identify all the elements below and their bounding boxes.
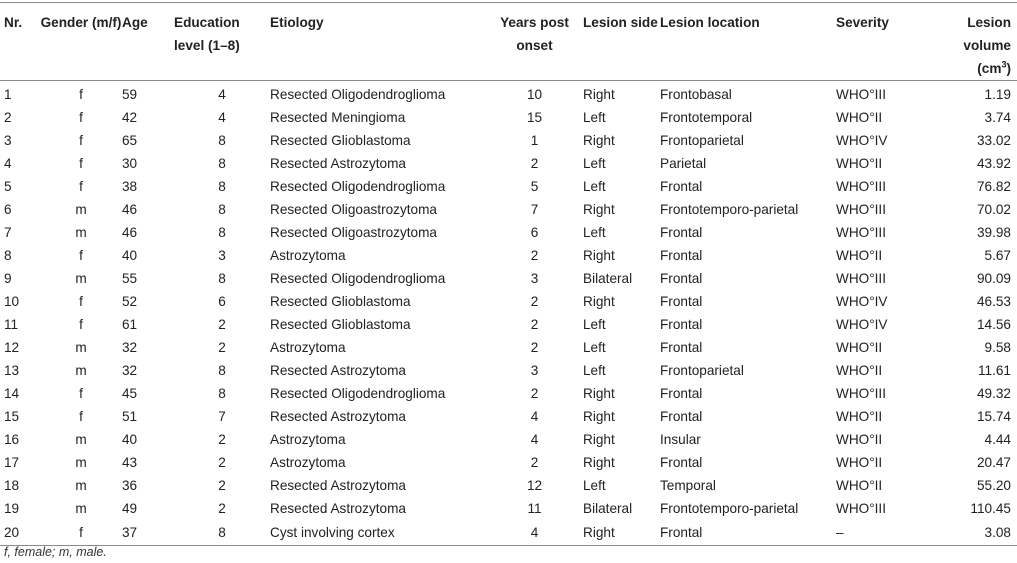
cell-gender: f xyxy=(79,248,83,263)
cell-etiology: Resected Astrozytoma xyxy=(270,409,406,424)
cell-severity: WHO°IV xyxy=(836,133,888,148)
cell-volume: 46.53 xyxy=(976,294,1011,309)
cell-years: 12 xyxy=(526,478,543,493)
cell-nr: 9 xyxy=(4,271,12,286)
table-row xyxy=(0,313,1017,336)
table-row xyxy=(0,474,1017,497)
cell-education: 8 xyxy=(218,271,226,286)
cell-years: 4 xyxy=(530,432,539,447)
cell-age: 32 xyxy=(122,363,138,378)
cell-location: Frontotemporo-parietal xyxy=(660,202,799,217)
cell-gender: f xyxy=(79,317,83,332)
cell-side: Right xyxy=(583,520,660,546)
cell-side: Right xyxy=(583,133,615,148)
cell-nr: 8 xyxy=(4,248,12,263)
header-volume xyxy=(930,3,1017,81)
table-row xyxy=(0,497,1017,520)
header-gender: Gender (m/f) xyxy=(40,3,122,81)
cell-gender: m xyxy=(75,501,87,516)
cell-volume: 110.45 xyxy=(970,501,1011,516)
cell-gender: f xyxy=(79,179,83,194)
cell-education: 8 xyxy=(218,363,226,378)
cell-severity: WHO°IV xyxy=(836,317,888,332)
cell-nr: 5 xyxy=(4,179,12,194)
cell-years: 11 xyxy=(527,501,542,516)
cell-severity: WHO°III xyxy=(836,271,886,286)
cell-nr: 13 xyxy=(4,363,20,378)
cell-etiology: Resected Oligoastrozytoma xyxy=(270,225,437,240)
cell-etiology: Resected Astrozytoma xyxy=(270,478,406,493)
cell-age: 55 xyxy=(122,271,138,286)
table-row xyxy=(0,405,1017,428)
cell-volume: 14.56 xyxy=(976,317,1011,332)
cell-volume: 70.02 xyxy=(976,202,1011,217)
cell-age: 51 xyxy=(122,409,138,424)
header-years: Years post onset xyxy=(486,3,583,81)
cell-nr: 17 xyxy=(4,455,20,470)
cell-age: 65 xyxy=(122,133,138,148)
cell-etiology: Cyst involving cortex xyxy=(270,520,486,546)
table-row xyxy=(0,290,1017,313)
cell-education: 8 xyxy=(218,133,226,148)
cell-education: 2 xyxy=(218,317,226,332)
header-nr: Nr. xyxy=(0,3,40,81)
cell-side: Left xyxy=(583,225,606,240)
cell-years: 3 xyxy=(530,363,539,378)
table-row xyxy=(0,244,1017,267)
cell-years: 2 xyxy=(530,156,539,171)
cell-nr: 7 xyxy=(4,225,12,240)
table-row xyxy=(0,106,1017,129)
cell-severity: WHO°II xyxy=(836,455,883,470)
cell-education: 8 xyxy=(218,179,226,194)
table-row xyxy=(0,451,1017,474)
cell-severity: WHO°II xyxy=(836,248,883,263)
cell-education: 8 xyxy=(218,202,226,217)
header-volume-close: ) xyxy=(1006,61,1011,76)
table-row xyxy=(0,129,1017,152)
cell-severity: WHO°II xyxy=(836,478,883,493)
cell-age: 37 xyxy=(122,520,174,546)
cell-location: Frontal xyxy=(660,340,703,355)
cell-years: 5 xyxy=(530,179,539,194)
cell-volume: 9.58 xyxy=(984,340,1011,355)
cell-nr: 1 xyxy=(4,87,12,102)
cell-education: 4 xyxy=(218,87,226,102)
cell-gender: m xyxy=(75,455,87,470)
cell-nr: 16 xyxy=(4,432,20,447)
cell-gender: f xyxy=(79,133,83,148)
cell-severity: WHO°III xyxy=(836,202,886,217)
cell-volume: 76.82 xyxy=(976,179,1011,194)
cell-side: Right xyxy=(583,386,615,401)
cell-severity: WHO°II xyxy=(836,156,883,171)
cell-side: Right xyxy=(583,248,615,263)
header-location: Lesion location xyxy=(660,3,836,81)
patient-table xyxy=(0,2,1017,546)
cell-age: 61 xyxy=(122,317,138,332)
cell-etiology: Resected Glioblastoma xyxy=(270,133,411,148)
cell-location: Frontobasal xyxy=(660,87,732,102)
table-header xyxy=(0,3,1017,81)
cell-severity: WHO°III xyxy=(836,179,886,194)
cell-side: Left xyxy=(583,156,606,171)
cell-nr: 18 xyxy=(4,478,20,493)
cell-nr: 20 xyxy=(0,520,40,546)
cell-volume: 1.19 xyxy=(984,87,1011,102)
table-body xyxy=(0,81,1017,546)
cell-education: 2 xyxy=(218,478,226,493)
cell-severity: WHO°III xyxy=(836,225,886,240)
cell-years: 6 xyxy=(530,225,539,240)
cell-volume: 3.08 xyxy=(930,520,1017,546)
cell-gender: m xyxy=(75,432,87,447)
cell-severity: WHO°III xyxy=(836,87,886,102)
cell-side: Left xyxy=(583,110,606,125)
cell-years: 2 xyxy=(530,455,539,470)
cell-gender: f xyxy=(79,386,83,401)
cell-age: 36 xyxy=(122,478,138,493)
cell-age: 45 xyxy=(122,386,138,401)
cell-etiology: Resected Oligodendroglioma xyxy=(270,386,446,401)
cell-location: Frontal xyxy=(660,386,703,401)
cell-years: 2 xyxy=(530,386,539,401)
cell-etiology: Resected Glioblastoma xyxy=(270,294,411,309)
cell-volume: 49.32 xyxy=(976,386,1011,401)
header-etiology: Etiology xyxy=(270,3,486,81)
cell-years: 2 xyxy=(530,294,539,309)
cell-age: 59 xyxy=(122,87,138,102)
cell-years: 10 xyxy=(526,87,543,102)
cell-gender: m xyxy=(75,225,87,240)
cell-location: Frontal xyxy=(660,294,703,309)
table-row xyxy=(0,152,1017,175)
cell-location: Frontal xyxy=(660,225,703,240)
table-row xyxy=(0,359,1017,382)
cell-nr: 14 xyxy=(4,386,20,401)
cell-nr: 15 xyxy=(4,409,20,424)
cell-side: Right xyxy=(583,455,615,470)
cell-volume: 15.74 xyxy=(976,409,1011,424)
cell-location: Frontal xyxy=(660,520,836,546)
cell-education: 2 xyxy=(218,501,226,516)
cell-gender: f xyxy=(79,409,83,424)
table-row xyxy=(0,336,1017,359)
cell-etiology: Resected Glioblastoma xyxy=(270,317,411,332)
cell-gender: m xyxy=(75,363,87,378)
header-volume-sup: 3 xyxy=(1001,59,1007,70)
header-side: Lesion side xyxy=(583,3,660,81)
cell-etiology: Resected Astrozytoma xyxy=(270,501,406,516)
cell-severity: WHO°II xyxy=(836,110,883,125)
header-volume-text: Lesion volume (cm xyxy=(963,15,1011,76)
cell-location: Frontal xyxy=(660,271,703,286)
table-row xyxy=(0,81,1017,107)
cell-side: Bilateral xyxy=(583,271,633,286)
cell-volume: 39.98 xyxy=(976,225,1011,240)
cell-volume: 90.09 xyxy=(976,271,1011,286)
cell-volume: 4.44 xyxy=(984,432,1011,447)
cell-gender: f xyxy=(79,156,83,171)
cell-volume: 33.02 xyxy=(976,133,1011,148)
cell-severity: WHO°II xyxy=(836,340,883,355)
cell-gender: m xyxy=(75,340,87,355)
cell-severity: WHO°II xyxy=(836,409,883,424)
cell-education: 6 xyxy=(218,294,226,309)
cell-etiology: Resected Astrozytoma xyxy=(270,156,406,171)
cell-age: 49 xyxy=(122,501,138,516)
cell-nr: 19 xyxy=(4,501,20,516)
cell-years: 4 xyxy=(530,409,539,424)
cell-severity: WHO°II xyxy=(836,363,883,378)
cell-location: Insular xyxy=(660,432,701,447)
cell-education: 8 xyxy=(174,520,270,546)
table-row xyxy=(0,175,1017,198)
cell-gender: f xyxy=(40,520,122,546)
cell-side: Left xyxy=(583,340,606,355)
cell-education: 4 xyxy=(218,110,226,125)
cell-side: Bilateral xyxy=(583,501,633,516)
cell-volume: 5.67 xyxy=(984,248,1011,263)
cell-volume: 20.47 xyxy=(976,455,1011,470)
cell-location: Frontal xyxy=(660,248,703,263)
cell-nr: 11 xyxy=(4,317,19,332)
cell-location: Frontal xyxy=(660,179,703,194)
cell-years: 7 xyxy=(530,202,539,217)
cell-years: 2 xyxy=(530,248,539,263)
cell-side: Right xyxy=(583,294,615,309)
cell-location: Frontoparietal xyxy=(660,363,744,378)
cell-age: 40 xyxy=(122,432,138,447)
cell-location: Frontoparietal xyxy=(660,133,744,148)
cell-volume: 11.61 xyxy=(977,363,1011,378)
cell-nr: 4 xyxy=(4,156,12,171)
cell-gender: m xyxy=(75,202,87,217)
cell-side: Right xyxy=(583,87,615,102)
cell-education: 8 xyxy=(218,156,226,171)
cell-severity: WHO°III xyxy=(836,501,886,516)
cell-education: 8 xyxy=(218,386,226,401)
table-row xyxy=(0,198,1017,221)
cell-age: 52 xyxy=(122,294,138,309)
cell-gender: f xyxy=(79,87,83,102)
cell-etiology: Astrozytoma xyxy=(270,455,346,470)
cell-etiology: Resected Meningioma xyxy=(270,110,406,125)
cell-gender: m xyxy=(75,271,87,286)
cell-side: Right xyxy=(583,202,615,217)
cell-etiology: Astrozytoma xyxy=(270,340,346,355)
cell-side: Left xyxy=(583,317,606,332)
cell-etiology: Resected Astrozytoma xyxy=(270,363,406,378)
cell-age: 32 xyxy=(122,340,138,355)
cell-etiology: Astrozytoma xyxy=(270,248,346,263)
cell-years: 4 xyxy=(486,520,583,546)
table-row xyxy=(0,221,1017,244)
cell-nr: 10 xyxy=(4,294,20,309)
cell-location: Frontotemporal xyxy=(660,110,753,125)
cell-nr: 3 xyxy=(4,133,12,148)
cell-etiology: Resected Oligoastrozytoma xyxy=(270,202,437,217)
header-severity: Severity xyxy=(836,3,930,81)
cell-nr: 12 xyxy=(4,340,20,355)
cell-side: Left xyxy=(583,179,606,194)
cell-education: 8 xyxy=(218,225,226,240)
cell-education: 7 xyxy=(218,409,226,424)
cell-age: 42 xyxy=(122,110,138,125)
cell-side: Right xyxy=(583,432,615,447)
cell-age: 46 xyxy=(122,202,138,217)
cell-location: Frontal xyxy=(660,409,703,424)
header-education: Education level (1–8) xyxy=(174,3,270,81)
cell-location: Frontotemporo-parietal xyxy=(660,501,799,516)
cell-location: Temporal xyxy=(660,478,716,493)
cell-years: 1 xyxy=(530,133,539,148)
cell-nr: 6 xyxy=(4,202,12,217)
cell-severity: WHO°IV xyxy=(836,294,888,309)
cell-volume: 55.20 xyxy=(976,478,1011,493)
cell-location: Frontal xyxy=(660,455,703,470)
cell-years: 15 xyxy=(526,110,543,125)
cell-years: 2 xyxy=(530,340,539,355)
cell-location: Parietal xyxy=(660,156,707,171)
cell-nr: 2 xyxy=(4,110,12,125)
cell-education: 2 xyxy=(218,340,226,355)
cell-severity: WHO°II xyxy=(836,432,883,447)
cell-side: Right xyxy=(583,409,615,424)
table-row xyxy=(0,382,1017,405)
cell-severity: WHO°III xyxy=(836,386,886,401)
cell-gender: f xyxy=(79,110,83,125)
cell-gender: f xyxy=(79,294,83,309)
cell-education: 3 xyxy=(218,248,226,263)
cell-etiology: Astrozytoma xyxy=(270,432,346,447)
header-age: Age xyxy=(122,3,174,81)
cell-years: 3 xyxy=(530,271,539,286)
cell-age: 38 xyxy=(122,179,138,194)
cell-etiology: Resected Oligodendroglioma xyxy=(270,271,446,286)
table-row xyxy=(0,267,1017,290)
cell-age: 30 xyxy=(122,156,138,171)
table-row xyxy=(0,520,1017,546)
cell-severity: – xyxy=(836,520,930,546)
cell-etiology: Resected Oligodendroglioma xyxy=(270,179,446,194)
cell-age: 40 xyxy=(122,248,138,263)
table-row xyxy=(0,428,1017,451)
cell-years: 2 xyxy=(530,317,539,332)
cell-education: 2 xyxy=(218,455,226,470)
cell-education: 2 xyxy=(218,432,226,447)
cell-etiology: Resected Oligodendroglioma xyxy=(270,87,446,102)
table-footnote: f, female; m, male. xyxy=(4,545,107,559)
cell-age: 43 xyxy=(122,455,138,470)
cell-age: 46 xyxy=(122,225,138,240)
cell-volume: 43.92 xyxy=(976,156,1011,171)
cell-side: Left xyxy=(583,363,606,378)
cell-side: Left xyxy=(583,478,606,493)
cell-gender: m xyxy=(75,478,87,493)
cell-volume: 3.74 xyxy=(984,110,1011,125)
cell-location: Frontal xyxy=(660,317,703,332)
